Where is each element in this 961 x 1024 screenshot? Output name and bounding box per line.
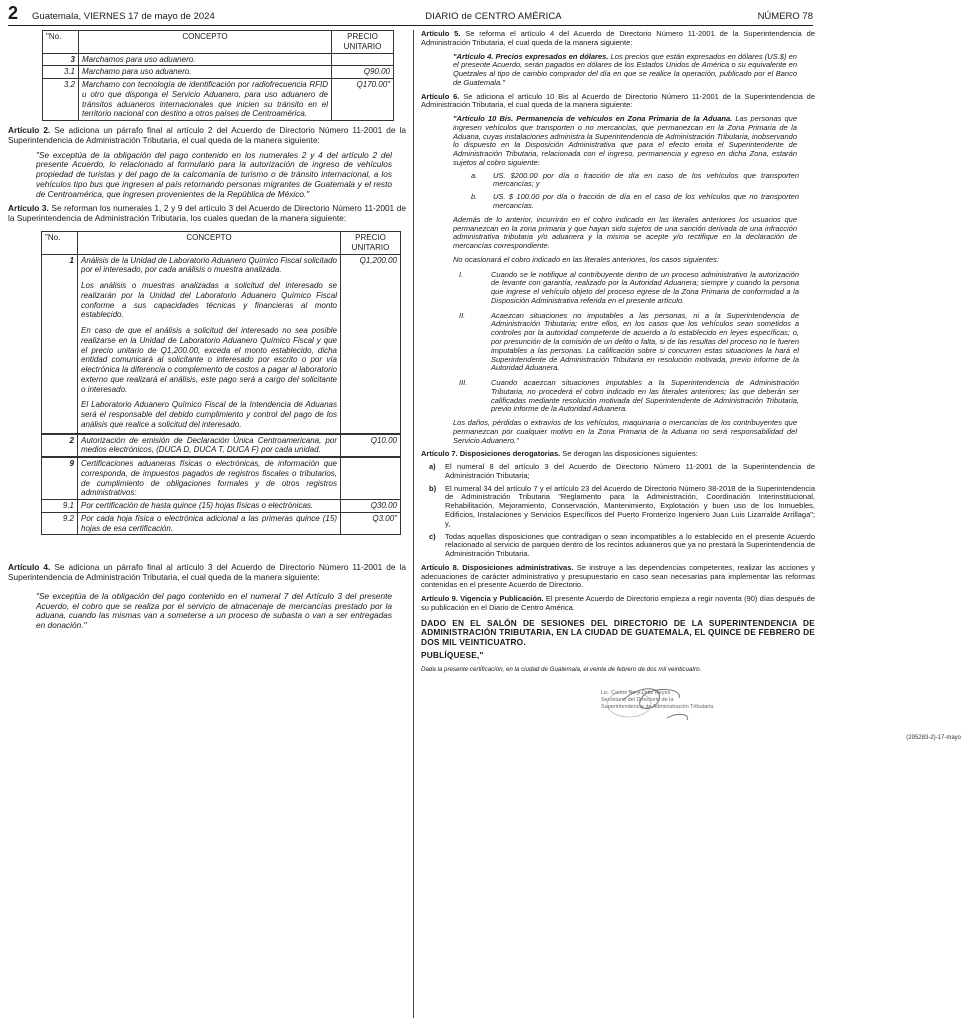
article-4 [8,563,406,583]
list-text: US. $ 100.00 por día o fracción de día en el caso de los vehículos que no transporten mercancías. [493,192,799,211]
row-number: 3.1 [43,66,79,79]
row-price: Q3.00" [341,512,401,535]
article-6-paragraph: Además de lo anterior, incurrirán en el cobro indicado en las literales anteriores los usuarios que permanezcan en la zona primaria y que hayan sido sujetos de una sanción derivada de una infracción administrativa tributaria y/o aduanera y la misma se acepte y/o rectifique en la declaración de mercancías correspondiente. [453,214,797,251]
row-price [332,53,394,66]
article-5 [421,30,815,48]
list-marker: b) [429,483,437,493]
list-marker: b. [471,192,478,202]
table-header-no: "No. [42,232,78,255]
article-7 [421,450,815,459]
signatory-title: Secretario del Directorio de la [601,696,674,703]
list-marker: I. [459,269,464,279]
table-header-concept: CONCEPTO [79,31,332,54]
quote-text: Los precios que están expresados en dólares (US.$) en el presente Acuerdo, serán pagados en dólares de los Estados Unidos de América o su equivalente en Quetzales al tipo de cambio comprador del día en que se realice la operación, publicado por el Banco de Guatemala." [453,51,797,87]
article-text: Se adiciona un párrafo final al artículo 3 del Acuerdo de Directorio Número 11-2001 de la Superintendencia de Administración Tributaria, el cual queda de la manera siguiente: [8,562,406,583]
article-6-paragraph: No ocasionará el cobro indicado en las literales anteriores, los casos siguientes: [453,254,719,264]
row-concept: Certificaciones aduaneras físicas o electrónicas, de información que corresponda, de impuestos pagados de registros fiscales o tributarios, de cumplimiento de obligaciones formales y de otros registros administrativos: [78,457,341,500]
article-2 [8,126,406,146]
newspaper-title: DIARIO de CENTRO AMÉRICA [425,11,562,22]
row-number: 9.1 [42,500,78,513]
quote-heading: "Artículo 10 Bis. Permanencia de vehículos en Zona Primaria de la Aduana. [453,114,733,124]
table-row [42,512,401,535]
row-price: Q30.00 [341,500,401,513]
list-item [471,193,799,211]
article-heading: Artículo 5. [421,29,461,38]
article-text: Se adiciona un párrafo final al artículo 2 del Acuerdo de Directorio Número 11-2001 de la Superintendencia de Administración Tributaria, el cual queda de la manera siguiente: [8,125,406,145]
article-text: Se adiciona el artículo 10 Bis al Acuerdo de Directorio Número 11-2001 de la Superintendencia de Administración Tributaria, el cual queda de la manera siguiente: [421,91,815,110]
article-heading: Artículo 7. Disposiciones derogatorias. [421,449,561,459]
table-row [43,53,394,66]
row-price: Q1,200.00 [341,254,401,434]
row-concept: Por cada hoja física o electrónica adicional a las primeras quince (15) hojas de esa certificación. [78,512,341,535]
row-concept: Autorización de emisión de Declaración Única Centroamericana, por medios electrónicos, (DUCA D, DUCA T, DUCA F) por cada unidad. [78,434,341,458]
signature-block [571,678,961,741]
row-price [341,457,401,500]
column-divider [413,30,414,1018]
article-text: Se derogan las disposiciones siguientes: [560,449,698,459]
quote-heading: "Artículo 4. Precios expresados en dólares. [453,51,609,61]
table-header-price: PRECIO UNITARIO [332,31,394,54]
list-item [459,271,799,306]
list-item [429,463,815,481]
article-6-paragraph: Los daños, pérdidas o extravíos de los vehículos, maquinaria o mercancías de los contribuyentes que permanezcan por cualquier motivo en la Zona Primaria de la Aduana no será responsabilidad del Servicio Aduanero." [453,418,797,445]
row-price: Q90.00 [332,66,394,79]
list-text: Todas aquellas disposiciones que contradigan o sean incompatibles a lo establecido en el presente Acuerdo relacionado al servicio de parqueo dentro de los recintos aduaneros que ya no prestará la Superintendencia de Administración Tributaria. [445,531,815,559]
article-text: Se instruye a las dependencias competentes, realizar las acciones y adecuaciones de carácter administrativo y presupuestario en caso sean necesarias para implementar las reformas contenidas en el presente Acuerdo de Directorio. [421,562,815,590]
row-number: 3.2 [43,79,79,121]
concept-paragraph: Análisis de la Unidad de Laboratorio Aduanero Químico Fiscal solicitado por el interesado, por cada análisis o muestra analizada. [81,255,337,275]
article-6 [421,93,815,111]
article-5-quote [453,53,797,88]
page-number: 2 [8,3,19,23]
list-marker: a) [429,462,436,472]
right-column [421,29,961,741]
row-concept: Marchamo para uso aduanero. [79,66,332,79]
article-heading: Artículo 3. [8,203,49,214]
article-heading: Artículo 6. [421,91,460,101]
list-item [429,485,815,529]
left-column [8,30,406,631]
concept-paragraph: En caso de que el análisis a solicitud del interesado no sea posible realizarse en la Unidad de Laboratorio Aduanero Químico Fiscal y que el precio unitario de Q1,200.00, exceda el monto establecido, dicha entidad comunicará al solicitante o interesado por escrito o por vía electrónica la diferencia o complemento de costos a pagar al laboratorio externo que realizará el análisis, este pago será a cargo del solicitante o interesado. [81,326,337,394]
list-text: Acaezcan situaciones no imputables a las personas, ni a la Superintendencia de Administración Tributaria; entre ellos, en los casos que los vehículos sean sometidos a controles por la autoridad competente de acuerdo a lo establecido en leyes específicas; o, por presunción de la comisión de un delito o falta, si de las resultas del proceso no le fueren imputables a las personas. La calificación sobre si concurren estas situaciones la hará el Superintendente de Administración Tributaria en resolución motivada, previo informe de la Autoridad Aduanera. [491,310,799,373]
row-concept: Marchamos para uso aduanero. [79,53,332,66]
page-header [8,4,813,26]
row-number: 9 [42,457,78,500]
article-4-quote: "Se exceptúa de la obligación del pago contenido en el numeral 7 del Artículo 3 del presente Acuerdo, el cobro que se realiza por el servicio de almacenaje de mercancías prestado por la aduana, cuando las mismas van a someterse a un proceso de subasta o van a ser entregadas en donación." [36,590,392,631]
row-number: 9.2 [42,512,78,535]
list-text: Cuando acaezcan situaciones imputables a la Superintendencia de Administración Tributaria, no procederá el cobro indicado en las literales anteriores; las que deberán ser calificadas mediante resolución motivada del Superintendente de Administración Tributaria, previo informe de la Autoridad Aduanera. [491,378,799,414]
list-text: El numeral 34 del artículo 7 y el artículo 23 del Acuerdo de Directorio Número 38-2018 de la Superintendencia de Administración Tributaria "Reglamento para la Administración, Coordinación Interinstitucional, Rehabilitación, Mejoramiento, Conservación, Mantenimiento, Explotación y buen uso de los Inmuebles, Edificios, Instalaciones y Servicios Específicos del Puerto Fronterizo Ingeniero Juan Luis Lizarralde Arrillaga"; y, [445,483,815,528]
row-number: 3 [43,53,79,66]
issue-number: NÚMERO 78 [757,11,813,22]
list-item [429,533,815,559]
row-concept: Por certificación de hasta quince (15) hojas físicas o electrónicas. [78,500,341,513]
table-header-no: "No. [43,31,79,54]
list-item [471,172,799,190]
price-table-services [41,231,401,535]
publication-date: Guatemala, VIERNES 17 de mayo de 2024 [32,11,215,22]
list-text: Cuando se le notifique al contribuyente dentro de un proceso administrativo la autorización de levante con garantía, realizado por la Autoridad Aduanera; siempre y cuando la persona que ingrese el vehículo objeto del proceso egrese de la Zona Primaria de conformidad a la Disposición Administrativa referida en el presente artículo. [491,269,799,305]
list-marker: II. [459,310,466,320]
list-item [459,379,799,414]
list-marker: III. [459,378,468,388]
row-number: 1 [42,254,78,434]
article-heading: Artículo 8. Disposiciones administrativas. [421,562,574,572]
price-table-markers [42,30,394,121]
list-marker: c) [429,531,436,541]
article-heading: Artículo 4. [8,562,51,573]
certification-note: Dada la presente certificación, en la ciudad de Guatemala, el veinte de febrero de dos mil veinticuatro. [421,666,702,674]
signature-caption [601,690,713,711]
list-marker: a. [471,170,478,180]
list-text: El numeral 8 del artículo 3 del Acuerdo de Directorio Número 11-2001 de la Superintendencia de Administración Tributaria; [445,462,815,480]
publiquese: PUBLÍQUESE," [421,649,484,660]
article-2-quote: "Se exceptúa de la obligación del pago contenido en los numerales 2 y 4 del artículo 2 del presente Acuerdo, lo relacionado al formulario para la autorización de ingreso de vehículos propiedad de turistas y del pago de la calcomanía de turismo o de tránsito internacional, a los vehículos tipo bus que ingresen al país retornando personas migrantes de Guatemala y el resto de Centroamérica, que ingresen provenientes de la República de México." [36,149,392,199]
article-8 [421,564,815,590]
row-concept [78,254,341,434]
table-row [42,434,401,458]
article-text: Se reforma el artículo 4 del Acuerdo de Directorio Número 11-2001 de la Superintendencia de Administración Tributaria, el cual queda de la manera siguiente: [421,29,815,47]
article-9 [421,595,815,613]
article-6-quote [453,115,797,168]
list-text: US. $200.00 por día o fracción de día en caso de los vehículos que transporten mercancías; y [493,170,799,189]
table-header-concept: CONCEPTO [78,232,341,255]
article-3 [8,204,406,224]
article-text: Se reforman los numerales 1, 2 y 9 del artículo 3 del Acuerdo de Directorio Número 11-2001 de la Superintendencia de Administración Tributaria, los cuales quedan de la manera siguiente: [8,203,406,224]
table-header-price: PRECIO UNITARIO [341,232,401,255]
list-item [459,312,799,373]
concept-paragraph: El Laboratorio Aduanero Químico Fiscal de la Intendencia de Aduanas será el responsable del debido cumplimiento y control del pago de los análisis que realice a solicitud del interesado. [81,400,337,429]
article-heading: Artículo 2. [8,125,51,135]
article-heading: Artículo 9. Vigencia y Publicación. [421,594,544,604]
signatory-institution: Superintendencia de Administración Tributaria [601,703,714,710]
row-number: 2 [42,434,78,458]
row-price: Q170.00" [332,79,394,121]
table-row [42,254,401,434]
table-row [42,457,401,500]
signatory-name: Lic. Carlos Nery Ortiz Reyes [601,689,671,696]
article-text: El presente Acuerdo de Directorio empieza a regir noventa (90) días después de su publicación en el Diario de Centro América. [421,594,816,612]
row-concept: Marchamo con tecnología de identificación por radiofrecuencia RFID u otro que disponga el Servicio Aduanero, para uso aduanero de tránsitos aduaneros internacionales que inicien su tránsito en el territorio nacional con destino a otros países de Centroamérica. [79,79,332,121]
quote-text: Las personas que ingresen vehículos que transporten o no mercancías, que permanezcan en la Zona Primaria de la Aduana, cuyas instalaciones administra la Superintendencia de Administración Tributaria, inobservando lo dispuesto en la Disposición Administrativa que para el efecto emita el Superintendente de Administración Tributaria, relacionada con el ingreso, permanencia y egreso en dicha Zona, estarán sujetos al cobro siguiente: [453,114,797,167]
table-row [43,66,394,79]
closing-statement: DADO EN EL SALÓN DE SESIONES DEL DIRECTORIO DE LA SUPERINTENDENCIA DE ADMINISTRACIÓN TRIBUTARIA, EN LA CIUDAD DE GUATEMALA, EL QUINCE DE FEBRERO DE DOS MIL VEINTICUATRO. [421,617,815,648]
row-price: Q10.00 [341,434,401,458]
publication-stamp: (295283-2)-17-mayo [906,734,961,741]
concept-paragraph: Los análisis o muestras analizadas a solicitud del interesado se realizarán por la Unidad del Laboratorio Aduanero Químico Fiscal conforme a sus capacidades técnicas y financieras al monto establecido. [81,281,337,320]
table-row [43,79,394,121]
table-row [42,500,401,513]
